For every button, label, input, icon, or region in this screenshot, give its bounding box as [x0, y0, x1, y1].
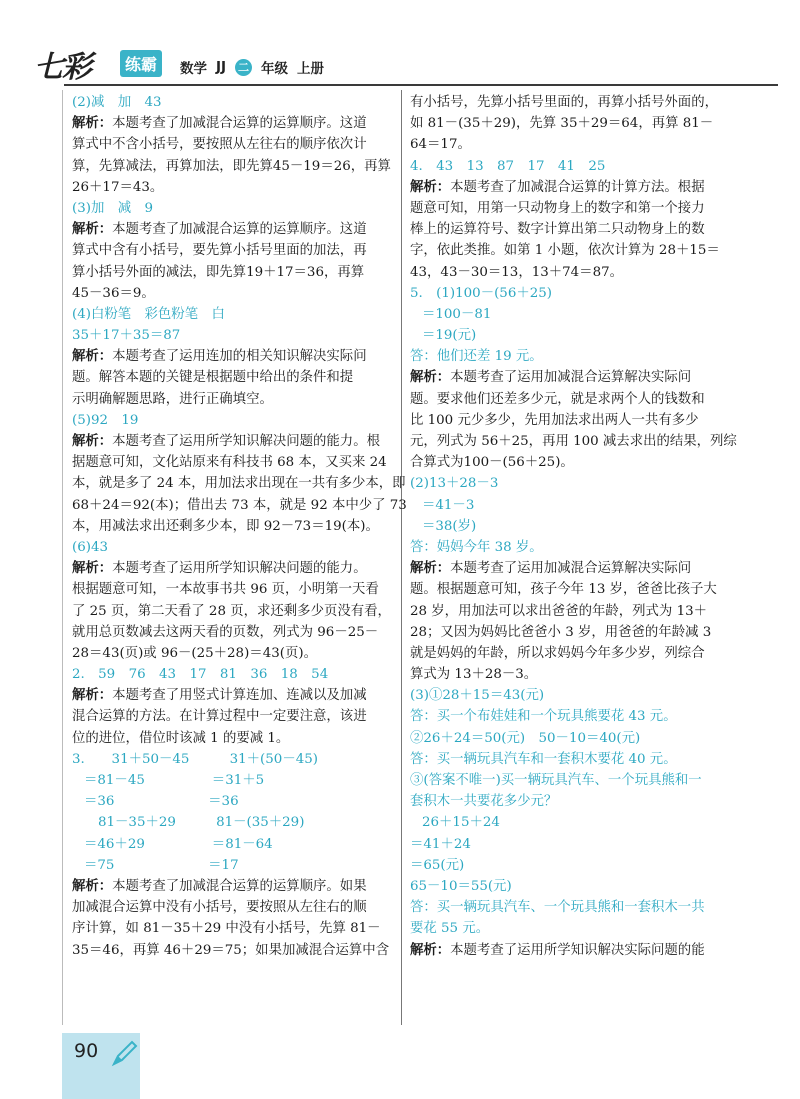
analysis-line: 解析：本题考查了运用所学知识解决问题的能力。根: [72, 434, 380, 449]
answer-line: 5. (1)100－(56＋25): [410, 285, 553, 301]
text-line: 混合运算的方法。在计算过程中一定要注意，该进: [72, 709, 367, 725]
analysis-label: 解析：: [410, 561, 451, 577]
left-margin-rule: [62, 90, 63, 1025]
logo-box: 练霸: [120, 50, 162, 77]
answer-line: ＝19(元): [422, 328, 477, 344]
analysis-label: 解析：: [72, 116, 113, 132]
subject: 数学: [180, 61, 207, 77]
answer-line: 答：买一辆玩具汽车、一个玩具熊和一套积木一共: [410, 900, 705, 916]
answer-line: (4)白粉笔 彩色粉笔 白: [72, 306, 225, 322]
answer-line: (3)①28＋15＝43(元): [410, 688, 545, 704]
analysis-label: 解析：: [72, 561, 113, 577]
text-line: 题。要求他们还差多少元，就是求两个人的钱数和: [410, 391, 705, 407]
text-line: 有小括号，先算小括号里面的，再算小括号外面的，: [410, 95, 718, 110]
answer-line: ＝38(岁): [422, 518, 477, 534]
answer-line: 26＋15＋24: [422, 815, 500, 831]
text-line: 算式中不含小括号，要按照从左往右的顺序依次计: [72, 137, 367, 153]
page-number: 90: [74, 1040, 99, 1062]
text-line: 64＝17。: [410, 137, 471, 153]
answer-line: ②26＋24＝50(元) 50－10＝40(元): [410, 730, 641, 746]
answer-line: 3. 31＋50－45 31＋(50－45): [72, 751, 318, 767]
header-divider: [64, 84, 778, 86]
analysis-line: 解析：本题考查了加减混合运算的运算顺序。如果: [72, 878, 367, 894]
text-line: 算式中含有小括号，要先算小括号里面的加法，再: [72, 243, 367, 259]
text-line: 根据题意可知，一本故事书共 96 页，小明第一天看: [72, 582, 379, 598]
text-line: 45－36＝9。: [72, 285, 155, 301]
answer-line: 答：他们还差 19 元。: [410, 349, 543, 365]
text-line: 28 岁，用加法可以求出爸爸的年龄，列式为 13＋: [410, 603, 708, 619]
answer-line: ＝65(元): [410, 857, 465, 873]
answer-line: 答：妈妈今年 38 岁。: [410, 539, 543, 555]
column-divider: [401, 90, 402, 1025]
text-line: 28＝43(页)或 96－(25＋28)＝43(页)。: [72, 645, 317, 661]
analysis-line: 解析：本题考查了加减混合运算的运算顺序。这道: [72, 222, 367, 238]
text-line: 序计算，如 81－35＋29 中没有小括号，先算 81－: [72, 921, 381, 937]
text-line: 就是妈妈的年龄，所以求妈妈今年多少岁，列综合: [410, 645, 705, 661]
text-line: 本，用减法求出还剩多少本，即 92－73＝19(本)。: [72, 518, 379, 534]
text-line: 算，先算减法，再算加法，即先算45－19＝26，再算: [72, 158, 391, 174]
answer-line: 4. 43 13 87 17 41 25: [410, 158, 606, 174]
analysis-line: 解析：本题考查了运用加减混合运算解决实际问: [410, 561, 692, 577]
analysis-label: 解析：: [72, 349, 113, 365]
answer-line: (3)加 减 9: [72, 200, 154, 216]
answer-line: 答：买一个布娃娃和一个玩具熊要花 43 元。: [410, 709, 677, 725]
analysis-label: 解析：: [72, 878, 113, 894]
text-line: 算式为 13＋28－3。: [410, 667, 538, 683]
analysis-label: 解析：: [410, 370, 451, 386]
answer-line: ③(答案不唯一)买一辆玩具汽车、一个玩具熊和一: [410, 773, 702, 788]
analysis-label: 解析：: [410, 179, 451, 195]
analysis-label: 解析：: [72, 688, 113, 704]
text-line: 如 81－(35＋29)，先算 35＋29＝64，再算 81－: [410, 116, 714, 132]
answer-line: ＝41＋24: [410, 836, 471, 852]
text-line: 加减混合运算中没有小括号，要按照从左往右的顺: [72, 900, 367, 916]
text-line: 比 100 元少多少，先用加法求出两人一共有多少: [410, 412, 699, 428]
text-line: 题。解答本题的关键是根据题中给出的条件和提: [72, 370, 354, 386]
analysis-label: 解析：: [72, 434, 113, 449]
left-column: [72, 92, 407, 961]
logo-text: 七彩: [34, 50, 90, 85]
answer-line: ＝75 ＝17: [84, 857, 239, 873]
analysis-line: 解析：本题考查了运用所学知识解决问题的能力。: [72, 561, 367, 577]
answer-line: ＝46＋29 ＝81－64: [84, 836, 273, 852]
brand-logo: [34, 42, 176, 94]
text-line: 棒上的运算符号、数字计算出第二只动物身上的数: [410, 222, 705, 238]
text-line: 位的进位，借位时该减 1 的要减 1。: [72, 730, 290, 746]
answer-line: 套积木一共要花多少元？: [410, 794, 558, 810]
analysis-line: 解析：本题考查了用竖式计算连加、连减以及加减: [72, 688, 367, 704]
analysis-line: 解析：本题考查了运用连加的相关知识解决实际问: [72, 349, 367, 365]
answer-line: (2)减 加 43: [72, 95, 162, 110]
text-line: 26＋17＝43。: [72, 179, 164, 195]
text-line: 68＋24＝92(本)；借出去 73 本，就是 92 本中少了 73: [72, 497, 407, 513]
text-line: 示明确解题思路，进行正确填空。: [72, 391, 273, 407]
answer-line: (6)43: [72, 539, 109, 555]
text-line: 合算式为100－(56＋25)。: [410, 455, 574, 471]
analysis-line: 解析：本题考查了加减混合运算的运算顺序。这道: [72, 116, 367, 132]
answer-line: ＝100－81: [422, 306, 492, 322]
analysis-line: 解析：本题考查了加减混合运算的计算方法。根据: [410, 179, 705, 195]
grade: 年级: [261, 61, 289, 77]
text-line: 元，列式为 56＋25，再用 100 减去求出的结果，列综: [410, 434, 737, 449]
answer-line: 65－10＝55(元): [410, 878, 512, 894]
answer-line: 2. 59 76 43 17 81 36 18 54: [72, 667, 329, 683]
answer-line: (5)92 19: [72, 412, 139, 428]
answer-line: ＝81－45 ＝31＋5: [84, 773, 265, 788]
analysis-label: 解析：: [410, 942, 451, 958]
text-line: 35＝46，再算 46＋29＝75；如果加减混合运算中含: [72, 942, 390, 958]
right-column: [410, 92, 774, 961]
answer-line: 81－35＋29 81－(35＋29): [98, 815, 305, 831]
answer-line: ＝36 ＝36: [84, 794, 239, 810]
answer-line: ＝41－3: [422, 497, 475, 513]
page-header: [180, 57, 333, 77]
grade-number-badge: 二: [235, 59, 252, 76]
answer-line: 答：买一辆玩具汽车和一套积木要花 40 元。: [410, 751, 677, 767]
analysis-line: 解析：本题考查了运用所学知识解决实际问题的能: [410, 942, 705, 958]
pencil-icon: [108, 1038, 140, 1070]
answer-line: 要花 55 元。: [410, 921, 490, 937]
answer-line: 35＋17＋35＝87: [72, 328, 181, 344]
edition: JJ: [216, 59, 227, 75]
answer-line: (2)13＋28－3: [410, 476, 499, 492]
text-line: 本，就是多了 24 本，用加法求出现在一共有多少本，即: [72, 476, 406, 492]
text-line: 题。根据题意可知，孩子今年 13 岁，爸爸比孩子大: [410, 582, 717, 598]
text-line: 就用总页数减去这两天看的页数，列式为 96－25－: [72, 624, 379, 640]
analysis-line: 解析：本题考查了运用加减混合运算解决实际问: [410, 370, 692, 386]
text-line: 了 25 页，第二天看了 28 页，求还剩多少页没有看，: [72, 603, 391, 619]
text-line: 题意可知，用第一只动物身上的数字和第一个接力: [410, 200, 705, 216]
analysis-label: 解析：: [72, 222, 113, 238]
text-line: 字，依此类推。如第 1 小题，依次计算为 28＋15＝: [410, 243, 720, 259]
text-line: 28；又因为妈妈比爸爸小 3 岁，用爸爸的年龄减 3: [410, 624, 712, 640]
text-line: 43，43－30＝13，13＋74＝87。: [410, 264, 624, 280]
volume: 上册: [297, 61, 325, 77]
text-line: 算小括号外面的减法，即先算19＋17＝36，再算: [72, 264, 365, 280]
text-line: 据题意可知，文化站原来有科技书 68 本，又买来 24: [72, 455, 387, 471]
